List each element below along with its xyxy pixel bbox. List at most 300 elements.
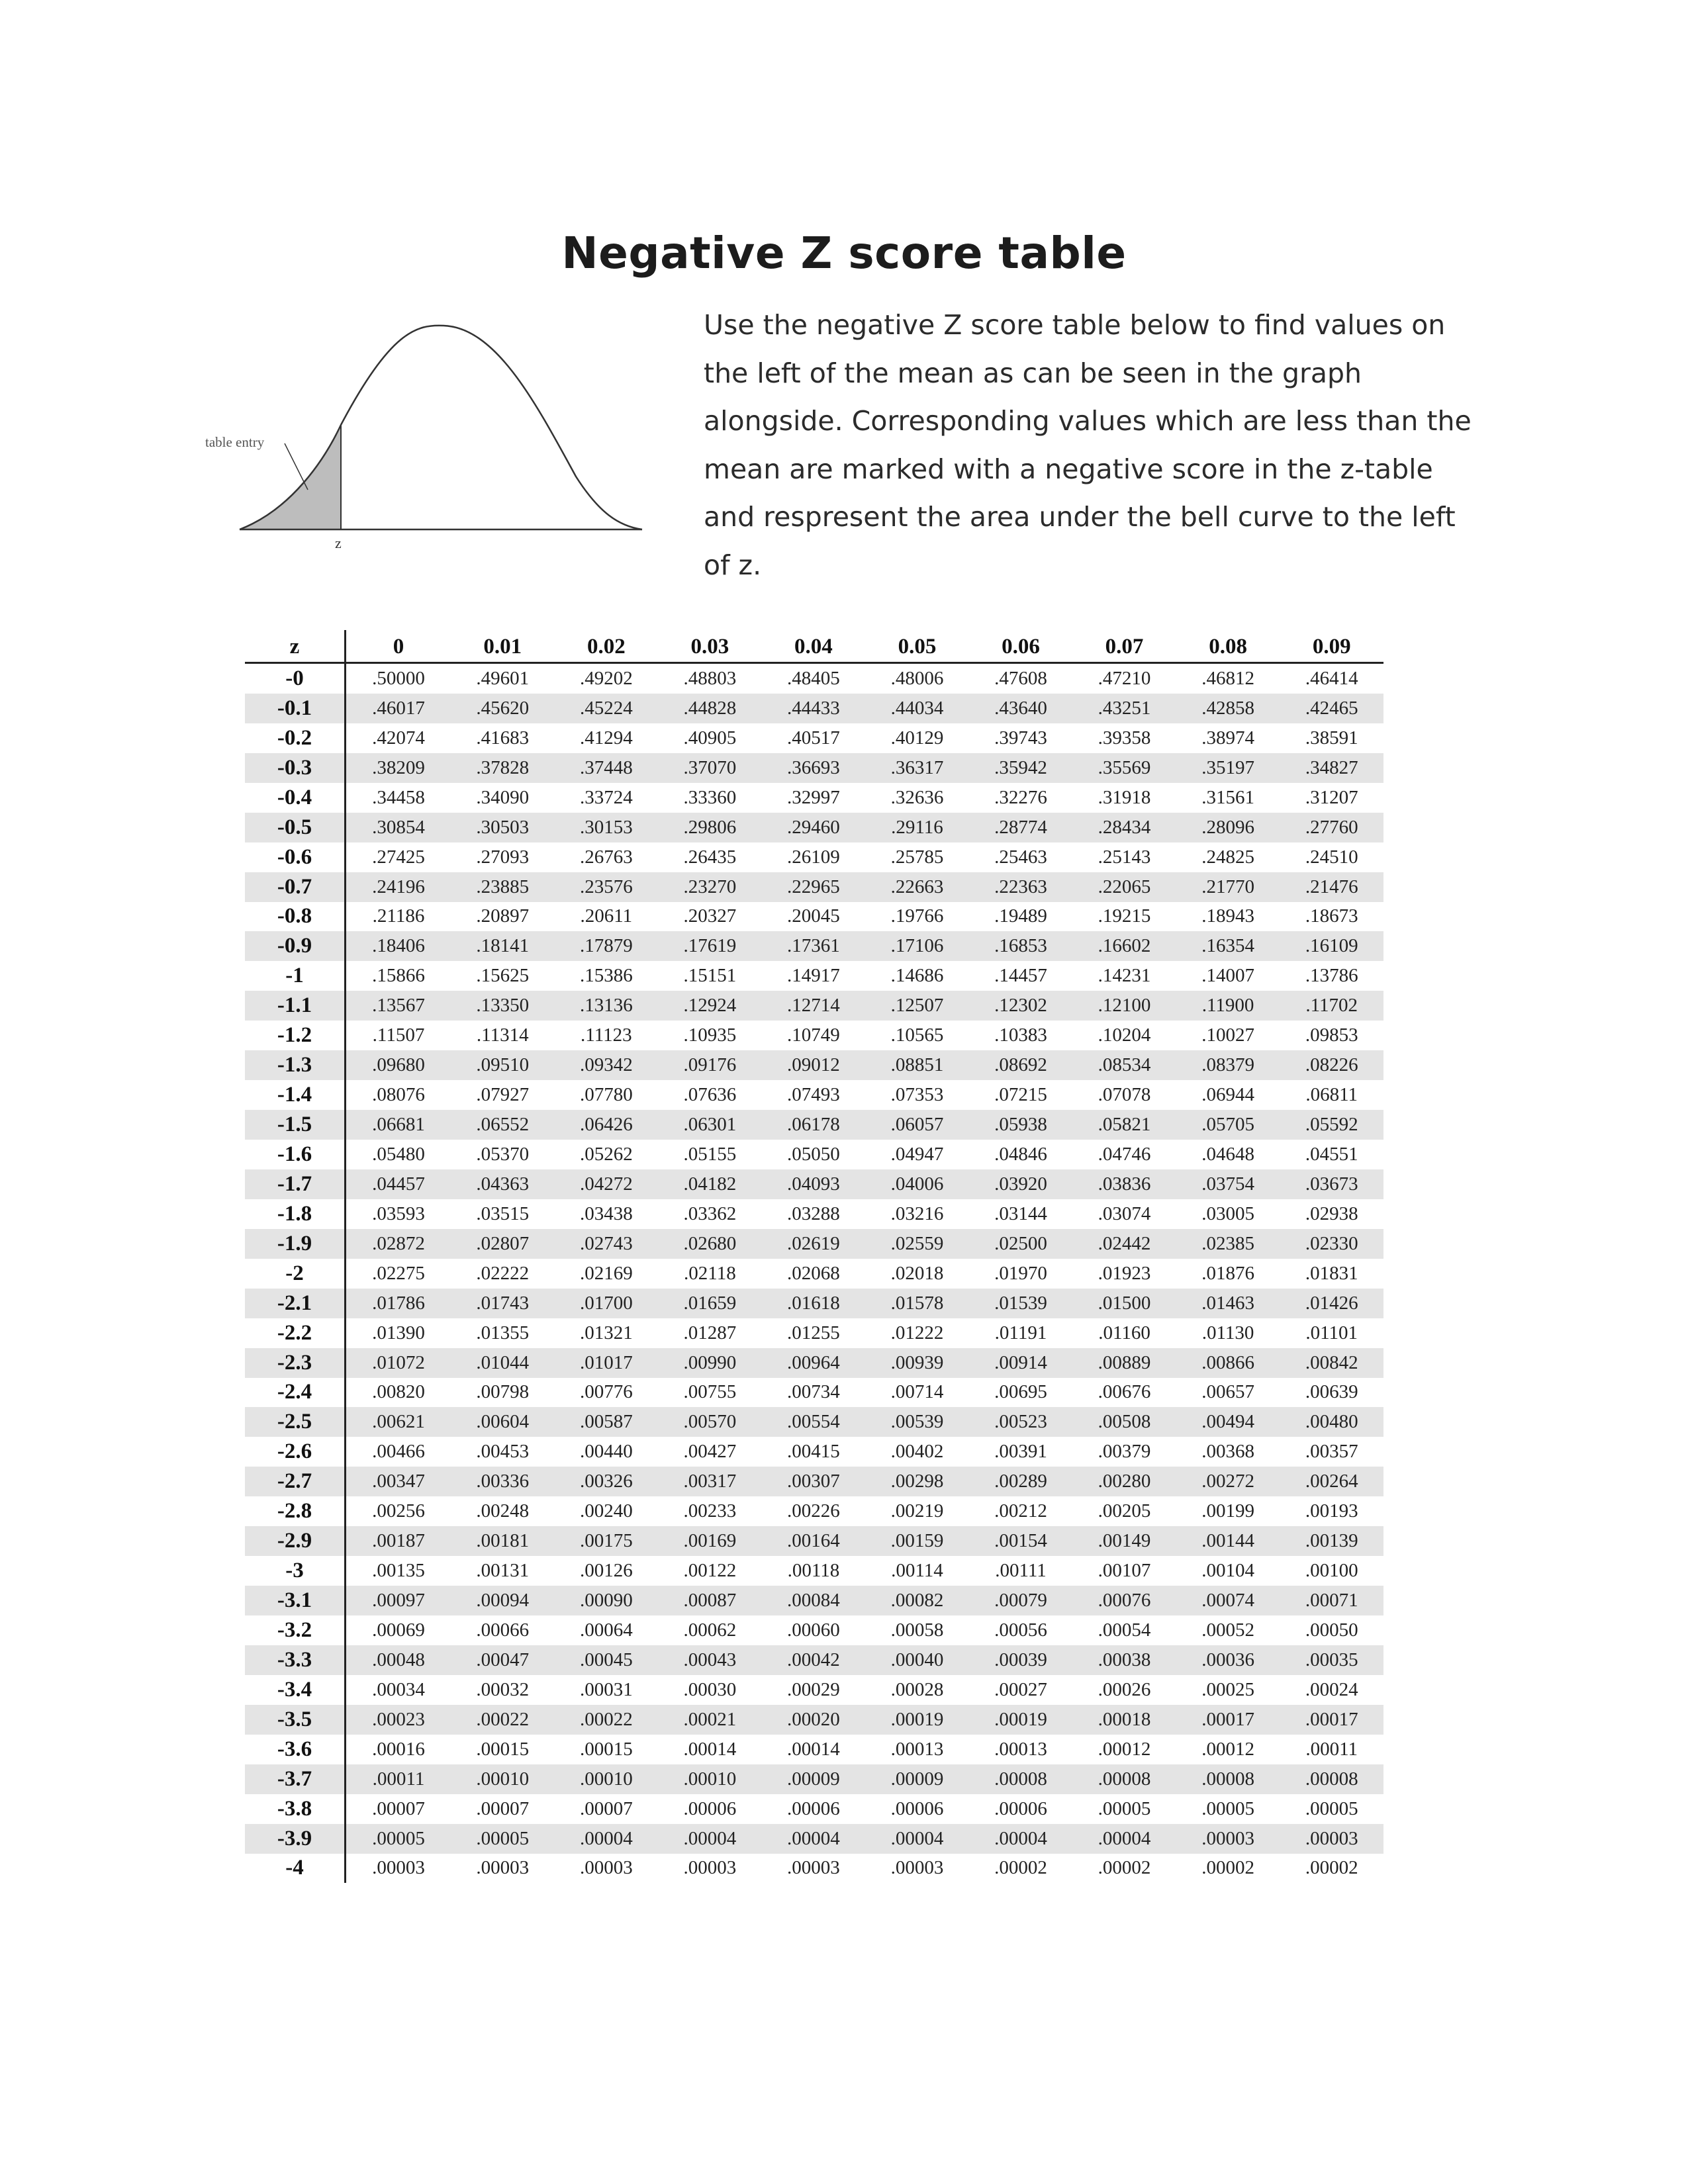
table-cell: .28774 (969, 813, 1073, 842)
table-cell: .00034 (346, 1675, 451, 1705)
table-cell: .15866 (346, 961, 451, 991)
table-cell: .26109 (762, 842, 866, 872)
row-z-label: -1.5 (245, 1110, 346, 1140)
table-cell: .01578 (865, 1289, 969, 1318)
table-cell: .00002 (969, 1854, 1073, 1884)
table-cell: .04551 (1280, 1140, 1383, 1169)
table-cell: .41294 (555, 723, 659, 753)
table-cell: .04746 (1072, 1140, 1176, 1169)
table-cell: .01743 (451, 1289, 555, 1318)
column-header: 0.07 (1072, 630, 1176, 663)
table-cell: .01539 (969, 1289, 1073, 1318)
table-cell: .18406 (346, 931, 451, 961)
table-cell: .00415 (762, 1437, 866, 1467)
table-row (245, 1496, 1383, 1526)
table-cell: .00071 (1280, 1586, 1383, 1615)
table-cell: .00347 (346, 1467, 451, 1496)
table-cell: .01355 (451, 1318, 555, 1348)
table-cell: .00126 (555, 1556, 659, 1586)
table-cell: .00280 (1072, 1467, 1176, 1496)
table-cell: .00205 (1072, 1496, 1176, 1526)
table-cell: .00003 (865, 1854, 969, 1884)
row-z-label: -0.5 (245, 813, 346, 842)
table-cell: .00149 (1072, 1526, 1176, 1556)
z-axis-label: z (335, 535, 342, 551)
row-z-label: -3.1 (245, 1586, 346, 1615)
table-cell: .17879 (555, 931, 659, 961)
table-cell: .01500 (1072, 1289, 1176, 1318)
table-cell: .45620 (451, 694, 555, 723)
table-row (245, 1437, 1383, 1467)
table-cell: .44828 (658, 694, 762, 723)
table-cell: .00233 (658, 1496, 762, 1526)
table-cell: .04648 (1176, 1140, 1280, 1169)
row-z-label: -2.4 (245, 1378, 346, 1408)
table-cell: .09510 (451, 1050, 555, 1080)
table-cell: .00003 (555, 1854, 659, 1884)
table-cell: .23576 (555, 872, 659, 902)
table-cell: .00074 (1176, 1586, 1280, 1615)
table-cell: .31918 (1072, 783, 1176, 813)
table-cell: .28434 (1072, 813, 1176, 842)
table-cell: .00175 (555, 1526, 659, 1556)
table-cell: .29460 (762, 813, 866, 842)
table-cell: .11314 (451, 1021, 555, 1050)
column-header: 0 (346, 630, 451, 663)
table-cell: .01130 (1176, 1318, 1280, 1348)
table-cell: .18673 (1280, 902, 1383, 932)
table-cell: .00006 (658, 1794, 762, 1824)
table-cell: .18943 (1176, 902, 1280, 932)
table-cell: .00003 (346, 1854, 451, 1884)
table-cell: .01101 (1280, 1318, 1383, 1348)
table-cell: .00004 (555, 1824, 659, 1854)
table-cell: .48803 (658, 663, 762, 694)
table-row (245, 1021, 1383, 1050)
table-row (245, 1407, 1383, 1437)
table-cell: .01970 (969, 1259, 1073, 1289)
table-cell: .00014 (658, 1735, 762, 1764)
table-cell: .14686 (865, 961, 969, 991)
table-cell: .00031 (555, 1675, 659, 1705)
table-cell: .00040 (865, 1645, 969, 1675)
table-cell: .00866 (1176, 1348, 1280, 1378)
row-z-label: -2.6 (245, 1437, 346, 1467)
table-cell: .05370 (451, 1140, 555, 1169)
row-z-label: -3.8 (245, 1794, 346, 1824)
table-cell: .02442 (1072, 1229, 1176, 1259)
table-cell: .05262 (555, 1140, 659, 1169)
table-cell: .00114 (865, 1556, 969, 1586)
table-cell: .05592 (1280, 1110, 1383, 1140)
table-cell: .13567 (346, 991, 451, 1021)
table-cell: .00004 (658, 1824, 762, 1854)
table-cell: .18141 (451, 931, 555, 961)
table-cell: .01463 (1176, 1289, 1280, 1318)
table-cell: .39358 (1072, 723, 1176, 753)
table-cell: .00007 (555, 1794, 659, 1824)
row-z-label: -1.4 (245, 1080, 346, 1110)
table-cell: .00008 (1280, 1764, 1383, 1794)
table-cell: .00032 (451, 1675, 555, 1705)
table-cell: .04093 (762, 1169, 866, 1199)
table-row (245, 1259, 1383, 1289)
table-cell: .00060 (762, 1615, 866, 1645)
table-cell: .32997 (762, 783, 866, 813)
table-cell: .08226 (1280, 1050, 1383, 1080)
table-cell: .00006 (969, 1794, 1073, 1824)
table-cell: .00005 (1176, 1794, 1280, 1824)
table-cell: .11123 (555, 1021, 659, 1050)
table-cell: .00002 (1176, 1854, 1280, 1884)
table-cell: .03005 (1176, 1199, 1280, 1229)
row-z-label: -1.6 (245, 1140, 346, 1169)
table-cell: .46017 (346, 694, 451, 723)
table-row (245, 1080, 1383, 1110)
table-cell: .09012 (762, 1050, 866, 1080)
table-cell: .06681 (346, 1110, 451, 1140)
row-z-label: -3.5 (245, 1705, 346, 1735)
table-cell: .00466 (346, 1437, 451, 1467)
table-cell: .15151 (658, 961, 762, 991)
row-z-label: -1.1 (245, 991, 346, 1021)
row-z-label: -0.8 (245, 902, 346, 932)
table-cell: .00019 (969, 1705, 1073, 1735)
row-z-label: -1.2 (245, 1021, 346, 1050)
table-cell: .00047 (451, 1645, 555, 1675)
table-cell: .00219 (865, 1496, 969, 1526)
table-cell: .38974 (1176, 723, 1280, 753)
table-cell: .00122 (658, 1556, 762, 1586)
table-cell: .00058 (865, 1615, 969, 1645)
table-cell: .00016 (346, 1735, 451, 1764)
table-cell: .03836 (1072, 1169, 1176, 1199)
table-cell: .14917 (762, 961, 866, 991)
table-cell: .00402 (865, 1437, 969, 1467)
row-z-label: -1.9 (245, 1229, 346, 1259)
table-cell: .31561 (1176, 783, 1280, 813)
table-cell: .00226 (762, 1496, 866, 1526)
table-cell: .01072 (346, 1348, 451, 1378)
column-header: 0.03 (658, 630, 762, 663)
table-cell: .49601 (451, 663, 555, 694)
table-cell: .00169 (658, 1526, 762, 1556)
table-cell: .00139 (1280, 1526, 1383, 1556)
table-cell: .20897 (451, 902, 555, 932)
table-cell: .14007 (1176, 961, 1280, 991)
table-row (245, 1824, 1383, 1854)
table-cell: .30854 (346, 813, 451, 842)
table-cell: .00003 (658, 1854, 762, 1884)
table-cell: .00042 (762, 1645, 866, 1675)
table-cell: .40129 (865, 723, 969, 753)
table-cell: .04947 (865, 1140, 969, 1169)
table-cell: .42465 (1280, 694, 1383, 723)
table-cell: .00307 (762, 1467, 866, 1496)
table-cell: .00453 (451, 1437, 555, 1467)
table-cell: .00005 (346, 1824, 451, 1854)
table-cell: .01255 (762, 1318, 866, 1348)
table-cell: .00154 (969, 1526, 1073, 1556)
table-cell: .42074 (346, 723, 451, 753)
z-score-table (245, 630, 1383, 1883)
table-cell: .15386 (555, 961, 659, 991)
table-cell: .00069 (346, 1615, 451, 1645)
table-cell: .00017 (1176, 1705, 1280, 1735)
table-cell: .00023 (346, 1705, 451, 1735)
bell-curve-diagram (192, 311, 655, 563)
table-cell: .00248 (451, 1496, 555, 1526)
table-cell: .00755 (658, 1378, 762, 1408)
table-cell: .06552 (451, 1110, 555, 1140)
z-column-header: z (245, 630, 346, 663)
table-cell: .10204 (1072, 1021, 1176, 1050)
table-cell: .44034 (865, 694, 969, 723)
table-cell: .00011 (346, 1764, 451, 1794)
table-cell: .00523 (969, 1407, 1073, 1437)
table-row (245, 1110, 1383, 1140)
table-entry-pointer (285, 443, 308, 490)
table-cell: .08534 (1072, 1050, 1176, 1080)
table-row (245, 1318, 1383, 1348)
table-cell: .00008 (1176, 1764, 1280, 1794)
row-z-label: -3.2 (245, 1615, 346, 1645)
table-cell: .21770 (1176, 872, 1280, 902)
table-cell: .00062 (658, 1615, 762, 1645)
table-cell: .12100 (1072, 991, 1176, 1021)
table-cell: .00539 (865, 1407, 969, 1437)
table-cell: .42858 (1176, 694, 1280, 723)
table-cell: .07353 (865, 1080, 969, 1110)
table-cell: .02743 (555, 1229, 659, 1259)
table-row (245, 1348, 1383, 1378)
table-cell: .00964 (762, 1348, 866, 1378)
table-row (245, 783, 1383, 813)
table-cell: .00039 (969, 1645, 1073, 1675)
table-cell: .00011 (1280, 1735, 1383, 1764)
table-cell: .00494 (1176, 1407, 1280, 1437)
table-cell: .00019 (865, 1705, 969, 1735)
row-z-label: -3 (245, 1556, 346, 1586)
table-cell: .17106 (865, 931, 969, 961)
table-cell: .30153 (555, 813, 659, 842)
table-cell: .02680 (658, 1229, 762, 1259)
table-cell: .00440 (555, 1437, 659, 1467)
table-cell: .00100 (1280, 1556, 1383, 1586)
table-cell: .37070 (658, 753, 762, 783)
table-cell: .32636 (865, 783, 969, 813)
table-cell: .00004 (1072, 1824, 1176, 1854)
table-cell: .00010 (555, 1764, 659, 1794)
table-cell: .05155 (658, 1140, 762, 1169)
row-z-label: -0.9 (245, 931, 346, 961)
table-cell: .00336 (451, 1467, 555, 1496)
table-row (245, 1140, 1383, 1169)
table-cell: .04846 (969, 1140, 1073, 1169)
table-cell: .01659 (658, 1289, 762, 1318)
table-cell: .03438 (555, 1199, 659, 1229)
table-cell: .00013 (865, 1735, 969, 1764)
table-cell: .20327 (658, 902, 762, 932)
table-cell: .00008 (1072, 1764, 1176, 1794)
table-row (245, 1556, 1383, 1586)
table-cell: .05821 (1072, 1110, 1176, 1140)
table-cell: .19766 (865, 902, 969, 932)
table-cell: .00131 (451, 1556, 555, 1586)
table-cell: .32276 (969, 783, 1073, 813)
table-row (245, 1764, 1383, 1794)
table-cell: .00391 (969, 1437, 1073, 1467)
table-cell: .14231 (1072, 961, 1176, 991)
table-cell: .02872 (346, 1229, 451, 1259)
row-z-label: -1.3 (245, 1050, 346, 1080)
table-row (245, 1467, 1383, 1496)
table-cell: .39743 (969, 723, 1073, 753)
table-cell: .00005 (1280, 1794, 1383, 1824)
table-cell: .11702 (1280, 991, 1383, 1021)
table-cell: .20045 (762, 902, 866, 932)
table-cell: .04182 (658, 1169, 762, 1199)
table-cell: .00025 (1176, 1675, 1280, 1705)
table-cell: .15625 (451, 961, 555, 991)
table-cell: .00776 (555, 1378, 659, 1408)
table-row (245, 961, 1383, 991)
table-cell: .04006 (865, 1169, 969, 1199)
table-cell: .50000 (346, 663, 451, 694)
table-cell: .00043 (658, 1645, 762, 1675)
table-cell: .27093 (451, 842, 555, 872)
table-cell: .16354 (1176, 931, 1280, 961)
table-entry-label: table entry (205, 434, 265, 450)
row-z-label: -2.5 (245, 1407, 346, 1437)
table-cell: .07493 (762, 1080, 866, 1110)
table-cell: .06178 (762, 1110, 866, 1140)
table-row (245, 663, 1383, 694)
table-cell: .16109 (1280, 931, 1383, 961)
table-row (245, 1794, 1383, 1824)
table-cell: .35569 (1072, 753, 1176, 783)
table-cell: .00087 (658, 1586, 762, 1615)
table-cell: .03362 (658, 1199, 762, 1229)
table-cell: .03593 (346, 1199, 451, 1229)
table-cell: .20611 (555, 902, 659, 932)
table-cell: .02807 (451, 1229, 555, 1259)
row-z-label: -2.3 (245, 1348, 346, 1378)
table-cell: .12507 (865, 991, 969, 1021)
table-cell: .00013 (969, 1735, 1073, 1764)
table-cell: .04363 (451, 1169, 555, 1199)
table-cell: .02018 (865, 1259, 969, 1289)
table-row (245, 991, 1383, 1021)
row-z-label: -3.6 (245, 1735, 346, 1764)
table-cell: .00082 (865, 1586, 969, 1615)
table-row (245, 872, 1383, 902)
table-cell: .00326 (555, 1467, 659, 1496)
table-cell: .45224 (555, 694, 659, 723)
table-cell: .00842 (1280, 1348, 1383, 1378)
table-cell: .04457 (346, 1169, 451, 1199)
table-cell: .48405 (762, 663, 866, 694)
table-cell: .29116 (865, 813, 969, 842)
table-cell: .07780 (555, 1080, 659, 1110)
table-cell: .00111 (969, 1556, 1073, 1586)
table-cell: .00357 (1280, 1437, 1383, 1467)
table-cell: .00014 (762, 1735, 866, 1764)
table-row (245, 753, 1383, 783)
table-cell: .00084 (762, 1586, 866, 1615)
table-cell: .02222 (451, 1259, 555, 1289)
table-cell: .21186 (346, 902, 451, 932)
table-cell: .35942 (969, 753, 1073, 783)
table-cell: .00005 (1072, 1794, 1176, 1824)
row-z-label: -0.4 (245, 783, 346, 813)
table-cell: .00024 (1280, 1675, 1383, 1705)
table-cell: .00240 (555, 1496, 659, 1526)
table-cell: .00090 (555, 1586, 659, 1615)
table-cell: .00621 (346, 1407, 451, 1437)
table-body (245, 663, 1383, 1884)
table-cell: .30503 (451, 813, 555, 842)
table-cell: .22363 (969, 872, 1073, 902)
table-cell: .00027 (969, 1675, 1073, 1705)
table-row (245, 1854, 1383, 1884)
table-cell: .00604 (451, 1407, 555, 1437)
table-cell: .00022 (555, 1705, 659, 1735)
row-z-label: -1.8 (245, 1199, 346, 1229)
row-z-label: -0.3 (245, 753, 346, 783)
table-cell: .24196 (346, 872, 451, 902)
table-cell: .06944 (1176, 1080, 1280, 1110)
table-cell: .25785 (865, 842, 969, 872)
table-cell: .00264 (1280, 1467, 1383, 1496)
table-cell: .10027 (1176, 1021, 1280, 1050)
table-cell: .10565 (865, 1021, 969, 1050)
table-cell: .05050 (762, 1140, 866, 1169)
row-z-label: -3.9 (245, 1824, 346, 1854)
table-cell: .07636 (658, 1080, 762, 1110)
table-row (245, 694, 1383, 723)
table-cell: .00639 (1280, 1378, 1383, 1408)
table-cell: .00003 (451, 1854, 555, 1884)
table-cell: .44433 (762, 694, 866, 723)
table-cell: .00657 (1176, 1378, 1280, 1408)
table-cell: .00107 (1072, 1556, 1176, 1586)
table-cell: .37828 (451, 753, 555, 783)
table-cell: .00056 (969, 1615, 1073, 1645)
table-cell: .00015 (451, 1735, 555, 1764)
table-cell: .00015 (555, 1735, 659, 1764)
table-cell: .00135 (346, 1556, 451, 1586)
table-cell: .12924 (658, 991, 762, 1021)
table-cell: .00193 (1280, 1496, 1383, 1526)
table-cell: .01160 (1072, 1318, 1176, 1348)
table-cell: .00008 (969, 1764, 1073, 1794)
table-cell: .02500 (969, 1229, 1073, 1259)
table-cell: .01700 (555, 1289, 659, 1318)
table-cell: .01786 (346, 1289, 451, 1318)
table-cell: .01831 (1280, 1259, 1383, 1289)
table-cell: .00064 (555, 1615, 659, 1645)
table-cell: .26763 (555, 842, 659, 872)
table-cell: .00052 (1176, 1615, 1280, 1645)
table-row (245, 1735, 1383, 1764)
table-cell: .00045 (555, 1645, 659, 1675)
table-cell: .00021 (658, 1705, 762, 1735)
table-cell: .00028 (865, 1675, 969, 1705)
table-cell: .01044 (451, 1348, 555, 1378)
row-z-label: -2 (245, 1259, 346, 1289)
table-row (245, 1050, 1383, 1080)
